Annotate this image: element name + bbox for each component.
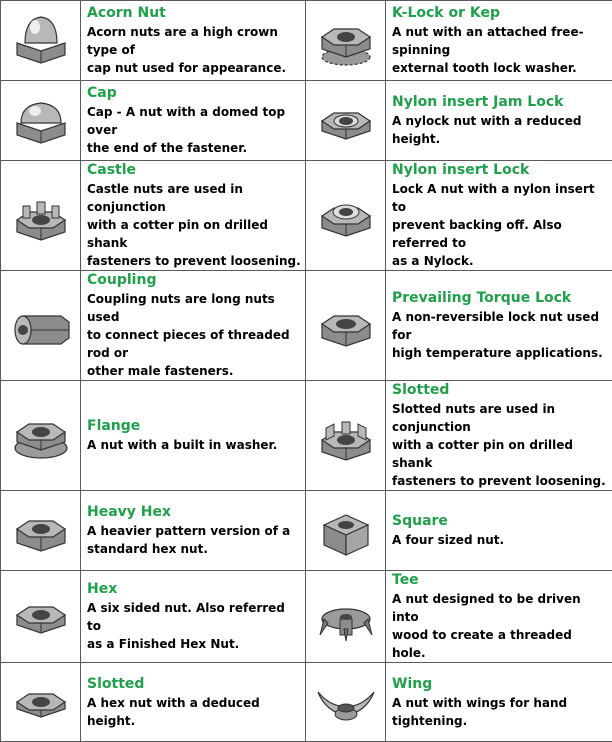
k-lock-nut-icon <box>314 13 378 69</box>
nut-image-cell <box>306 161 386 271</box>
nut-description-line: Acorn nuts are a high crown type of <box>87 23 301 59</box>
nut-description-line: A non-reversible lock nut used for <box>392 308 608 344</box>
nylon-jam-lock-nut-icon <box>314 93 378 149</box>
nut-image-cell <box>306 81 386 161</box>
nut-title: Acorn Nut <box>87 4 301 23</box>
nut-description-cell <box>81 571 306 663</box>
nut-description-cell <box>81 161 306 271</box>
table-row <box>1 81 612 161</box>
nut-description-line: prevent backing off. Also referred to <box>392 216 608 252</box>
nut-title: Hex <box>87 580 301 599</box>
nylon-lock-nut-icon <box>314 188 378 244</box>
nut-image-cell <box>1 161 81 271</box>
wing-nut-icon <box>314 674 378 730</box>
nut-title: Nylon insert Jam Lock <box>392 93 608 112</box>
nut-description-cell <box>386 491 612 571</box>
nut-description-cell <box>386 1 612 81</box>
table-row <box>1 663 612 742</box>
table-row <box>1 571 612 663</box>
nut-description-line: A nut with a built in washer. <box>87 436 301 454</box>
nut-image-cell <box>306 663 386 742</box>
coupling-nut-icon <box>9 298 73 354</box>
castle-nut-icon <box>9 188 73 244</box>
hex-nut-icon <box>9 589 73 645</box>
nut-title: Tee <box>392 571 608 590</box>
nut-title: Square <box>392 512 608 531</box>
nut-description-line: A nylock nut with a reduced height. <box>392 112 608 148</box>
nut-image-cell <box>1 663 81 742</box>
nut-title: Slotted <box>392 381 608 400</box>
slotted-nut-icon <box>314 408 378 464</box>
nut-description-line: to connect pieces of threaded rod or <box>87 326 301 362</box>
nut-title: Slotted <box>87 675 301 694</box>
nut-description-line: fasteners to prevent loosening. <box>392 472 608 490</box>
nut-title: Flange <box>87 417 301 436</box>
nut-description-line: A nut with wings for hand <box>392 694 608 712</box>
nut-description-cell <box>81 663 306 742</box>
nut-image-cell <box>306 381 386 491</box>
nut-description-cell <box>386 381 612 491</box>
table-row <box>1 1 612 81</box>
nut-description-cell <box>386 271 612 381</box>
nut-image-cell <box>1 1 81 81</box>
nut-image-cell <box>1 271 81 381</box>
slotted-jam-nut-icon <box>9 674 73 730</box>
nut-description-line: wood to create a threaded hole. <box>392 626 608 662</box>
nut-description-line: as a Finished Hex Nut. <box>87 635 301 653</box>
nut-description-line: A four sized nut. <box>392 531 608 549</box>
nut-description-cell <box>81 491 306 571</box>
cap-nut-icon <box>9 93 73 149</box>
nut-description-line: external tooth lock washer. <box>392 59 608 77</box>
nut-image-cell <box>1 491 81 571</box>
table-row <box>1 271 612 381</box>
prevailing-torque-lock-nut-icon <box>314 298 378 354</box>
nut-description-line: A nut designed to be driven into <box>392 590 608 626</box>
nut-title: Nylon insert Lock <box>392 161 608 180</box>
nut-title: Cap <box>87 84 301 103</box>
nut-description-line: A hex nut with a deduced height. <box>87 694 301 730</box>
nut-title: Prevailing Torque Lock <box>392 289 608 308</box>
acorn-nut-icon <box>9 13 73 69</box>
nut-description-cell <box>81 1 306 81</box>
nut-description-line: Lock A nut with a nylon insert to <box>392 180 608 216</box>
nut-description-cell <box>81 81 306 161</box>
table-row <box>1 491 612 571</box>
nut-description-cell <box>81 381 306 491</box>
nut-title: Heavy Hex <box>87 503 301 522</box>
nut-image-cell <box>1 571 81 663</box>
heavy-hex-nut-icon <box>9 503 73 559</box>
nut-title: K-Lock or Kep <box>392 4 608 23</box>
square-nut-icon <box>314 503 378 559</box>
nut-description-line: other male fasteners. <box>87 362 301 380</box>
nut-description-cell <box>386 663 612 742</box>
nut-image-cell <box>1 381 81 491</box>
tee-nut-icon <box>314 589 378 645</box>
flange-nut-icon <box>9 408 73 464</box>
nut-description-cell <box>386 571 612 663</box>
nut-image-cell <box>306 491 386 571</box>
nut-description-line: as a Nylock. <box>392 252 608 270</box>
nut-image-cell <box>306 1 386 81</box>
nut-title: Coupling <box>87 271 301 290</box>
nut-description-cell <box>386 81 612 161</box>
nut-description-line: with a cotter pin on drilled shank <box>87 216 301 252</box>
nut-description-cell <box>81 271 306 381</box>
nut-description-line: standard hex nut. <box>87 540 301 558</box>
nut-description-line: A six sided nut. Also referred to <box>87 599 301 635</box>
nut-description-line: Cap - A nut with a domed top over <box>87 103 301 139</box>
nut-description-line: high temperature applications. <box>392 344 608 362</box>
nut-image-cell <box>306 571 386 663</box>
nut-title: Castle <box>87 161 301 180</box>
nut-description-line: A heavier pattern version of a <box>87 522 301 540</box>
nut-description-line: Castle nuts are used in conjunction <box>87 180 301 216</box>
nut-description-line: tightening. <box>392 712 608 730</box>
nut-description-cell <box>386 161 612 271</box>
nut-image-cell <box>306 271 386 381</box>
nut-description-line: the end of the fastener. <box>87 139 301 157</box>
nut-description-line: cap nut used for appearance. <box>87 59 301 77</box>
table-row <box>1 381 612 491</box>
table-row <box>1 161 612 271</box>
nut-description-line: with a cotter pin on drilled shank <box>392 436 608 472</box>
nut-description-line: fasteners to prevent loosening. <box>87 252 301 270</box>
nut-image-cell <box>1 81 81 161</box>
nut-title: Wing <box>392 675 608 694</box>
nut-description-line: Coupling nuts are long nuts used <box>87 290 301 326</box>
nut-description-line: A nut with an attached free-spinning <box>392 23 608 59</box>
nut-description-line: Slotted nuts are used in conjunction <box>392 400 608 436</box>
